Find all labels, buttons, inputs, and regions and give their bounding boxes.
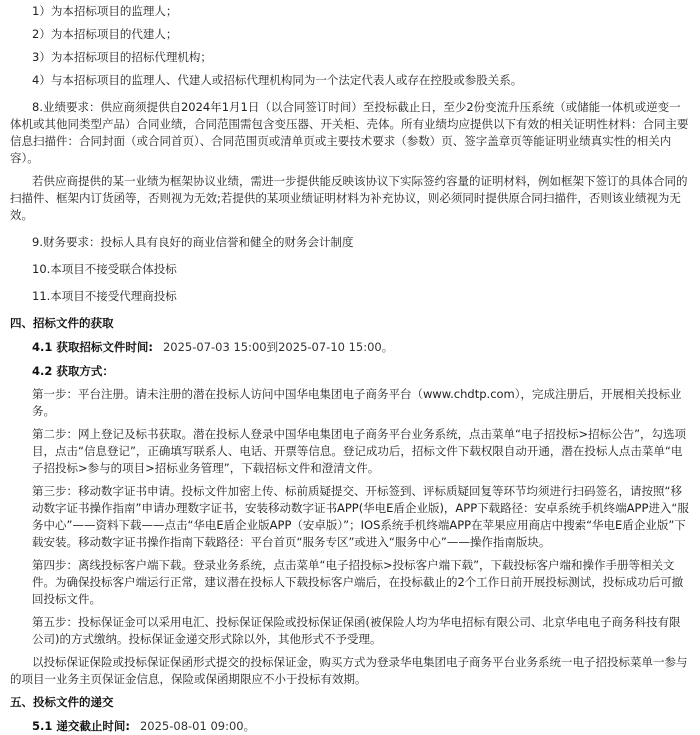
section-4-1-label: 4.1 获取招标文件时间: — [32, 340, 153, 354]
requirement-9-finance: 9.财务要求：投标人具有良好的商业信誉和健全的财务会计制度 — [32, 235, 354, 249]
step-5-bid-bond: 第五步：投标保证金可以采用电汇、投标保证保险或投标保证保函(被保险人均为华电招标有限公司、北京华电电子商务科技有限公司)的方式缴纳。投标保证金递交形式除以外，其他形式不予受理。 — [32, 615, 681, 646]
clause-q3: 3）为本招标项目的招标代理机构； — [32, 50, 212, 64]
clause-q2: 2）为本招标项目的代建人； — [32, 27, 178, 41]
requirement-8-performance: 8.业绩要求：供应商须提供自2024年1月1日（以合同签订时间）至投标截止日，至少2份变流升压系统（或储能一体机或逆变一体机或其他同类型产品）合同业绩，合同范围需包含变压器、开关柜、壳体。所有业绩均应提供以下有效的相关证明性材料：合同主要信息扫描件：合同封面（或合同首页）、合同范围页或清单页或主要技术要求（参数）页、签字盖章页等能证明业绩真实性的相关内容）。 — [10, 100, 689, 165]
step-3-mobile-certificate: 第三步：移动数字证书申请。投标文件加密上传、标前质疑提交、开标签到、评标质疑回复等环节均须进行扫码签名，请按照“移动数字证书操作指南”申请办理数字证书，安装移动数字证书APP(华电E盾企业版)，APP下载路径：安卓系统手机终端APP进入“服务中心”——资料下载——点击“华电E盾企业版APP（安卓版）”；IOS系统手机终端APP在苹果应用商店中搜索“华电E盾企业版”下载安装。移动数字证书操作指南下载路径：平台首页“服务专区”或进入“服务中心”——操作指南版块。 — [32, 484, 689, 549]
section-5-1-value: 2025-08-01 09:00。 — [139, 719, 256, 733]
section-5-heading: 五、投标文件的递交 — [10, 695, 114, 709]
section-4-1-value: 2025-07-03 15:00到2025-07-10 15:00。 — [162, 340, 394, 354]
step-1-registration: 第一步：平台注册。请未注册的潜在投标人访问中国华电集团电子商务平台（www.chdtp.com），完成注册后，开展相关投标业务。 — [32, 387, 682, 418]
clause-q4: 4）与本招标项目的监理人、代建人或招标代理机构同为一个法定代表人或存在控股或参股关系。 — [32, 73, 523, 87]
section-4-1-row — [10, 339, 690, 356]
section-4-2-label: 4.2 获取方式： — [32, 364, 114, 378]
section-4-2-row — [10, 363, 690, 380]
section-5-1-label: 5.1 递交截止时间: — [32, 719, 130, 733]
clause-q1: 1）为本招标项目的监理人； — [32, 4, 178, 18]
step-4-offline-client: 第四步：离线投标客户端下载。登录业务系统，点击菜单“电子招投标>投标客户端下载”，下载投标客户端和操作手册等相关文件。为确保投标客户端运行正常，建议潜在投标人下载投标客户端后，在投标截止的2个工作日前开展投标测试，投标成功后可撤回投标文件。 — [32, 558, 684, 606]
section-4-heading: 四、招标文件的获取 — [10, 316, 114, 330]
requirement-8-framework-note: 若供应商提供的某一业绩为框架协议业绩，需进一步提供能反映该协议下实际签约容量的证明材料，例如框架下签订的具体合同的扫描件、框架内订货函等，否则视为无效;若提供的某项业绩证明材料为补充协议，则必须同时提供原合同扫描件，否则该业绩视为无效。 — [10, 174, 688, 222]
step-2-registration-download: 第二步：网上登记及标书获取。潜在投标人登录中国华电集团电子商务平台业务系统，点击菜单“电子招投标>招标公告”，勾选项目，点击“信息登记”，正确填写联系人、电话、开票等信息。登记成功后，招标文件下载权限自动开通，潜在投标人点击菜单“电子招投标>参与的项目>招标业务管理”，下载招标文件和澄清文件。 — [32, 427, 687, 475]
section-5-1-row — [10, 718, 690, 735]
bid-bond-note: 以投标保证保险或投标保证保函形式提交的投标保证金，购买方式为登录华电集团电子商务平台业务系统一电子招投标菜单一参与的项目一业务主页保证金信息，保险或保函期限应不小于投标有效期。 — [10, 655, 688, 686]
requirement-10-consortium: 10.本项目不接受联合体投标 — [32, 262, 177, 276]
requirement-11-agent: 11.本项目不接受代理商投标 — [32, 289, 177, 303]
